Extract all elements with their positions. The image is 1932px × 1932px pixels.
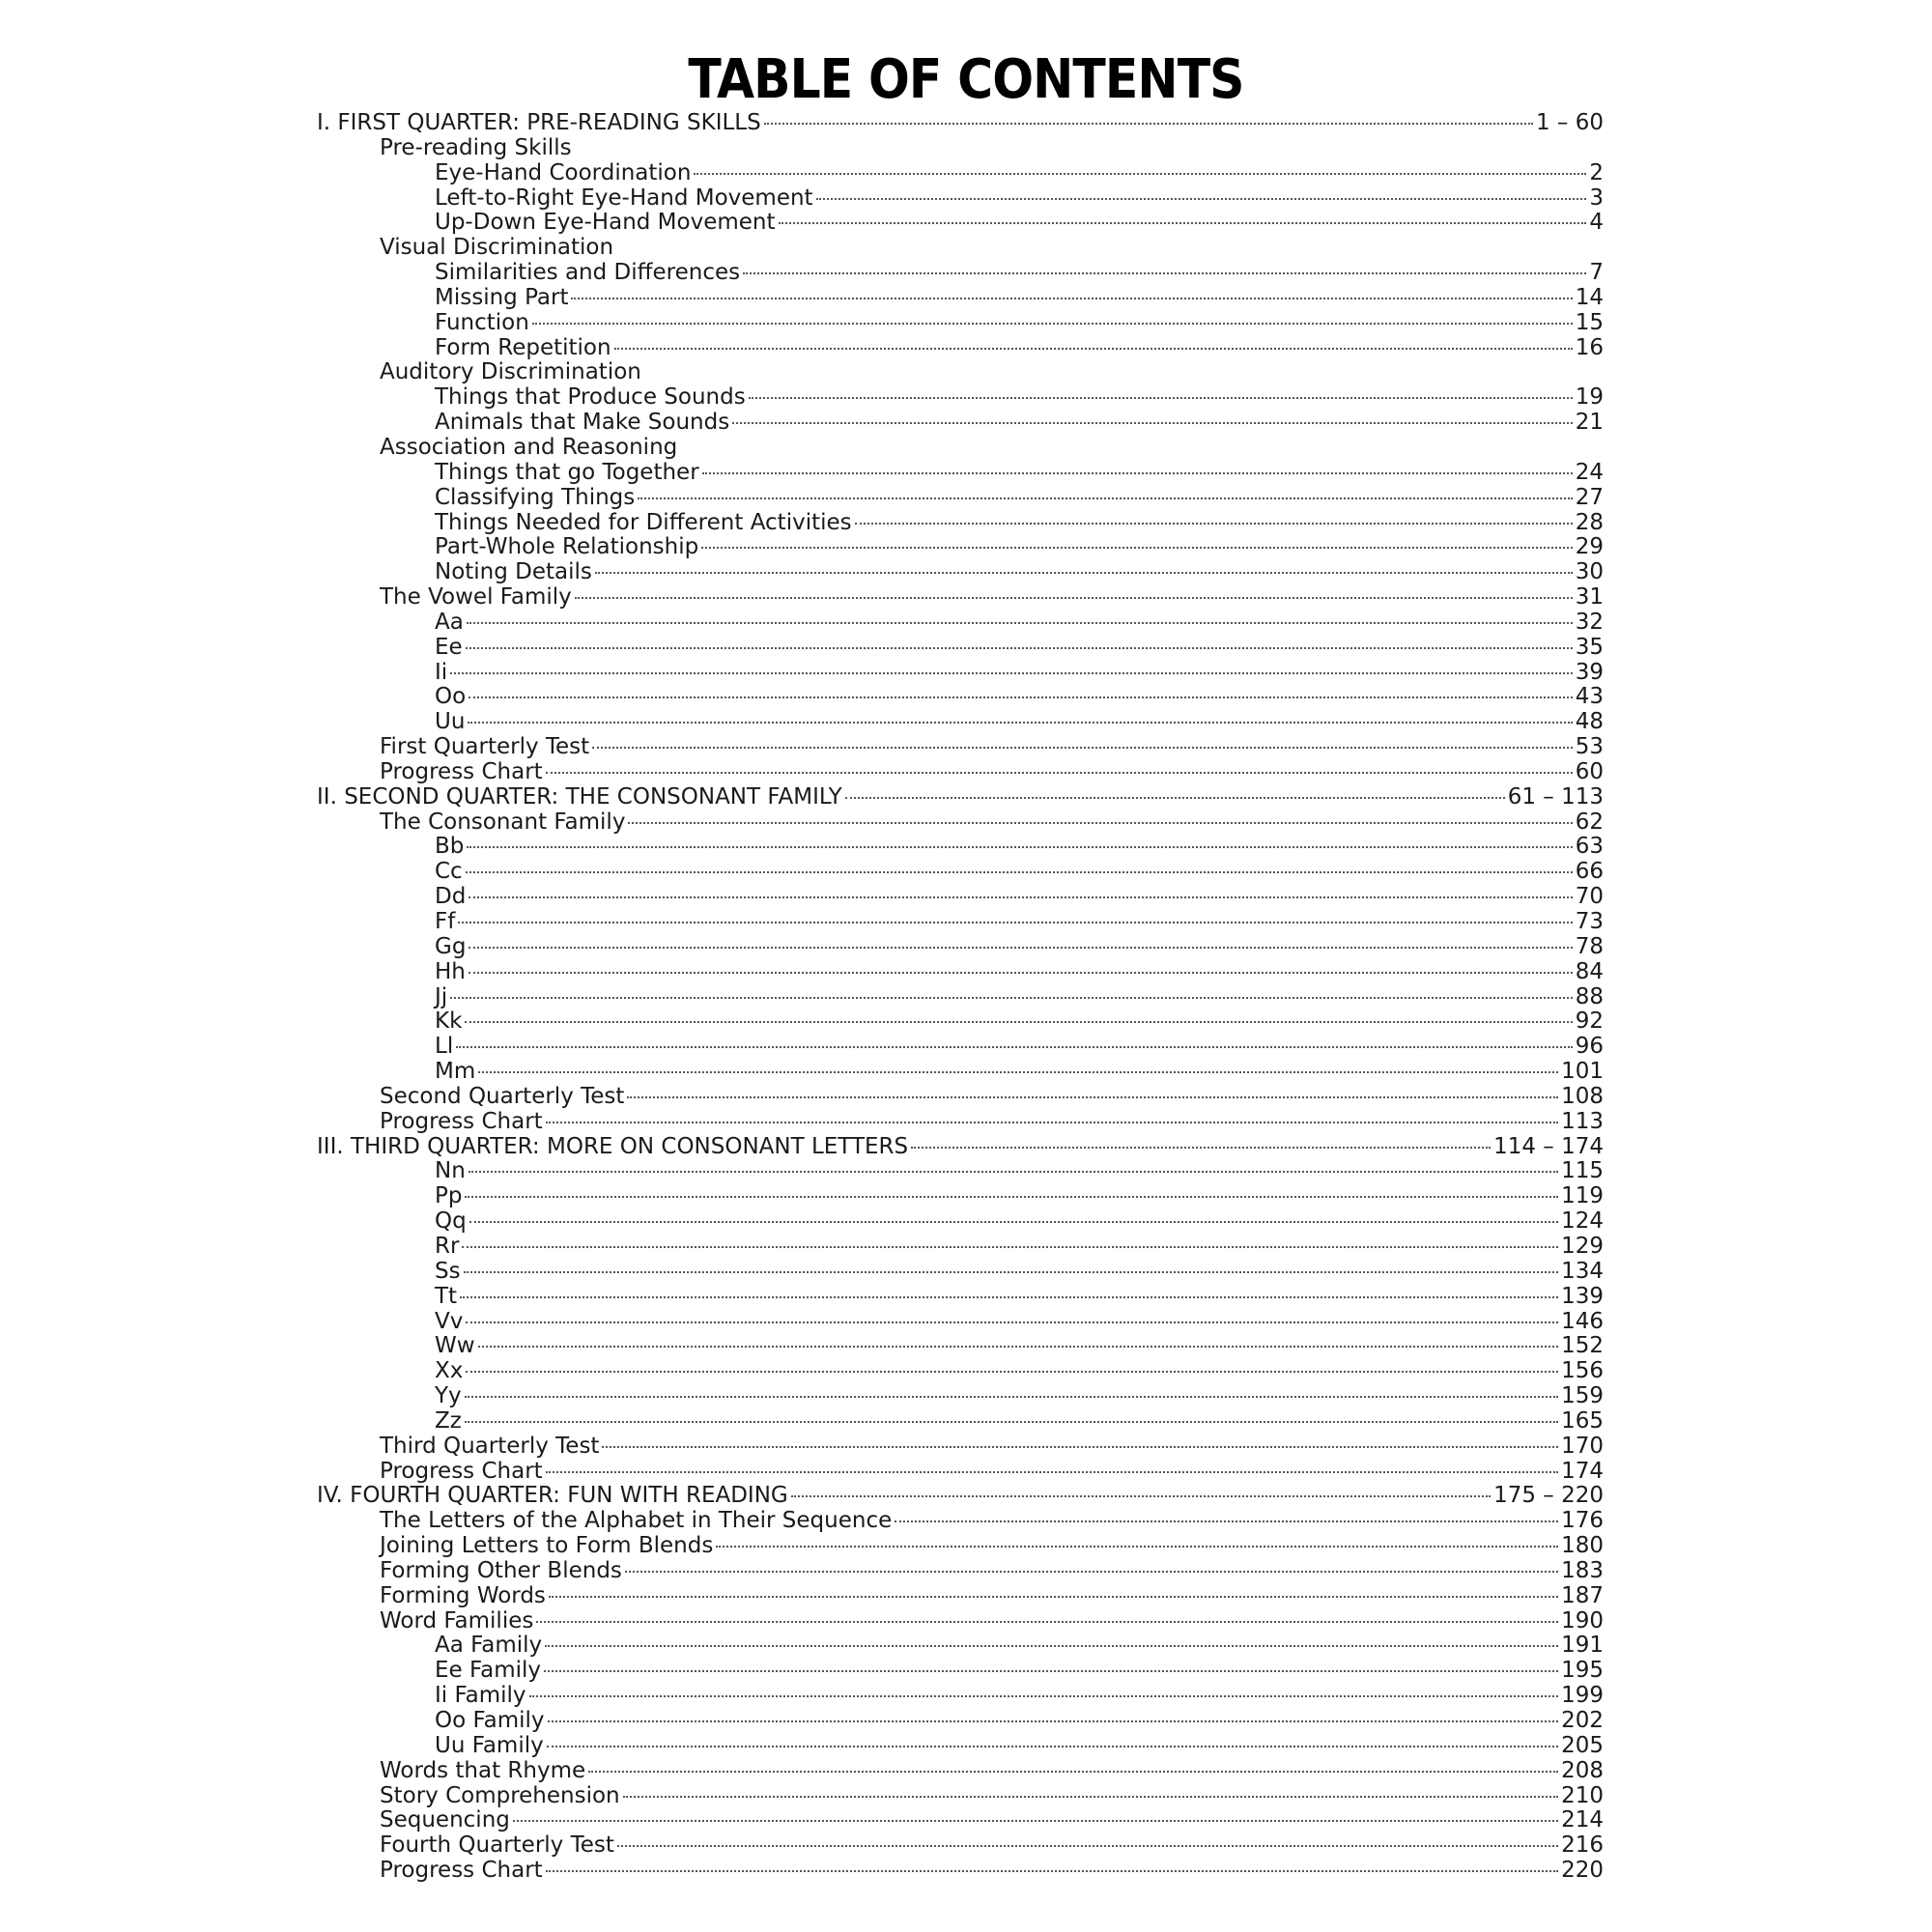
toc-entry-row bbox=[317, 336, 1604, 361]
toc-section-row bbox=[317, 111, 1604, 136]
toc-page-number: 15 bbox=[1575, 309, 1604, 335]
dot-leader bbox=[466, 1371, 1558, 1373]
toc-entry-label: Part-Whole Relationship bbox=[435, 534, 699, 560]
toc-entry-row bbox=[317, 1859, 1604, 1884]
dot-leader bbox=[545, 1645, 1558, 1647]
dot-leader bbox=[532, 323, 1573, 325]
toc-entry-label: Vv bbox=[435, 1308, 464, 1334]
toc-page-number: 159 bbox=[1561, 1383, 1604, 1409]
toc-entry-row bbox=[317, 1209, 1604, 1235]
toc-entry-row bbox=[317, 211, 1604, 236]
dot-leader bbox=[469, 972, 1573, 974]
toc-entry-row bbox=[317, 1384, 1604, 1409]
toc-entry-row bbox=[317, 436, 1604, 461]
toc-page-number: 2 bbox=[1589, 159, 1604, 185]
toc-entry-label: Visual Discrimination bbox=[380, 235, 614, 261]
dot-leader bbox=[549, 1596, 1558, 1598]
toc-entry-label: Ll bbox=[435, 1034, 454, 1060]
toc-entry-label: Progress Chart bbox=[380, 1458, 543, 1484]
toc-entry-label: Ss bbox=[435, 1258, 461, 1284]
toc-entry-label: Aa Family bbox=[435, 1633, 543, 1659]
dot-leader bbox=[895, 1520, 1558, 1522]
toc-entry-row bbox=[317, 1684, 1604, 1709]
toc-entry-row bbox=[317, 1559, 1604, 1584]
toc-entry-row bbox=[317, 1709, 1604, 1734]
dot-leader bbox=[546, 772, 1573, 774]
page-title: TABLE OF CONTENTS bbox=[688, 48, 1244, 111]
dot-leader bbox=[816, 198, 1587, 200]
toc-entry-label: Tt bbox=[435, 1283, 458, 1309]
toc-entry-label: First Quarterly Test bbox=[380, 734, 590, 760]
dot-leader bbox=[617, 1845, 1558, 1847]
toc-page-number: 187 bbox=[1561, 1582, 1604, 1608]
dot-leader bbox=[546, 1870, 1558, 1872]
dot-leader bbox=[469, 1221, 1558, 1223]
toc-entry-row bbox=[317, 560, 1604, 585]
toc-entry-row bbox=[317, 461, 1604, 486]
toc-entry-row bbox=[317, 1734, 1604, 1759]
toc-entry-label: Qq bbox=[435, 1208, 467, 1235]
toc-entry-row bbox=[317, 1359, 1604, 1384]
toc-entry-label: Function bbox=[435, 309, 529, 335]
dot-leader bbox=[469, 1171, 1558, 1173]
toc-section-row bbox=[317, 1135, 1604, 1160]
toc-page-number: 195 bbox=[1561, 1658, 1604, 1684]
toc-page-number: 114 – 174 bbox=[1493, 1133, 1604, 1159]
toc-entry-label: The Vowel Family bbox=[380, 584, 572, 611]
toc-page-number: 134 bbox=[1561, 1258, 1604, 1284]
toc-page-number: 92 bbox=[1575, 1009, 1604, 1035]
toc-entry-row bbox=[317, 1634, 1604, 1659]
toc-entry-label: Similarities and Differences bbox=[435, 260, 741, 286]
toc-entry-label: Hh bbox=[435, 958, 466, 984]
toc-entry-label: Form Repetition bbox=[435, 334, 611, 360]
toc-entry-row bbox=[317, 535, 1604, 560]
toc-page-number: 191 bbox=[1561, 1633, 1604, 1659]
toc-page-number: 31 bbox=[1575, 584, 1604, 611]
toc-page-number: 4 bbox=[1589, 210, 1604, 236]
toc-entry-label: Things that go Together bbox=[435, 459, 699, 485]
toc-entry-row bbox=[317, 1035, 1604, 1060]
toc-entry-label: Auditory Discrimination bbox=[380, 359, 641, 385]
toc-entry-label: Things Needed for Different Activities bbox=[435, 509, 852, 535]
dot-leader bbox=[625, 1571, 1558, 1573]
dot-leader bbox=[547, 1746, 1558, 1747]
dot-leader bbox=[465, 1021, 1572, 1023]
toc-entry-label: Things that Produce Sounds bbox=[435, 384, 746, 411]
toc-entry-label: Progress Chart bbox=[380, 1858, 543, 1884]
dot-leader bbox=[465, 1421, 1558, 1423]
toc-entry-label: Left-to-Right Eye-Hand Movement bbox=[435, 185, 813, 211]
toc-entry-row bbox=[317, 1659, 1604, 1684]
toc-page-number: 113 bbox=[1561, 1108, 1604, 1134]
toc-page-number: 63 bbox=[1575, 834, 1604, 860]
toc-entry-row bbox=[317, 1460, 1604, 1485]
toc-page-number: 35 bbox=[1575, 634, 1604, 660]
toc-entry-label: II. SECOND QUARTER: THE CONSONANT FAMILY bbox=[317, 783, 842, 810]
toc-entry-row bbox=[317, 611, 1604, 636]
toc-entry-row bbox=[317, 1509, 1604, 1534]
toc-page-number: 73 bbox=[1575, 909, 1604, 934]
dot-leader bbox=[855, 523, 1573, 525]
toc-page-number: 62 bbox=[1575, 809, 1604, 835]
toc-entry-row bbox=[317, 1759, 1604, 1784]
toc-entry-row bbox=[317, 1085, 1604, 1110]
toc-entry-label: Pp bbox=[435, 1183, 463, 1209]
toc-entry-row bbox=[317, 411, 1604, 436]
dot-leader bbox=[595, 572, 1573, 574]
toc-entry-label: Gg bbox=[435, 933, 467, 959]
toc-entry-label: I. FIRST QUARTER: PRE-READING SKILLS bbox=[317, 110, 761, 135]
dot-leader bbox=[791, 1495, 1491, 1497]
toc-page-number: 216 bbox=[1561, 1833, 1604, 1859]
dot-leader bbox=[478, 1071, 1558, 1073]
toc-entry-label: Classifying Things bbox=[435, 484, 636, 510]
toc-page-number: 101 bbox=[1561, 1059, 1604, 1085]
toc-page-number: 24 bbox=[1575, 459, 1604, 485]
toc-page-number: 199 bbox=[1561, 1683, 1604, 1709]
toc-page-number: 214 bbox=[1561, 1807, 1604, 1833]
dot-leader bbox=[749, 397, 1573, 399]
toc-entry-row bbox=[317, 1435, 1604, 1460]
toc-page-number: 176 bbox=[1561, 1508, 1604, 1534]
toc-entry-row bbox=[317, 1285, 1604, 1310]
toc-page-number: 170 bbox=[1561, 1433, 1604, 1459]
dot-leader bbox=[732, 422, 1573, 424]
dot-leader bbox=[623, 1796, 1558, 1798]
toc-entry-label: Story Comprehension bbox=[380, 1782, 620, 1808]
toc-entry-row bbox=[317, 1584, 1604, 1609]
toc-entry-label: Oo Family bbox=[435, 1708, 545, 1733]
dot-leader bbox=[467, 846, 1572, 848]
toc-entry-row bbox=[317, 1009, 1604, 1035]
toc-page-number: 84 bbox=[1575, 958, 1604, 984]
dot-leader bbox=[464, 1271, 1559, 1273]
toc-entry-label: Ee Family bbox=[435, 1658, 542, 1684]
toc-entry-label: III. THIRD QUARTER: MORE ON CONSONANT LETTERS bbox=[317, 1133, 909, 1159]
toc-entry-label: Progress Chart bbox=[380, 758, 543, 784]
dot-leader bbox=[548, 1720, 1559, 1722]
toc-section-row bbox=[317, 785, 1604, 810]
toc-entry-label: Progress Chart bbox=[380, 1108, 543, 1134]
toc-entry-row bbox=[317, 486, 1604, 511]
toc-entry-row bbox=[317, 735, 1604, 760]
toc-page-number: 66 bbox=[1575, 859, 1604, 885]
toc-entry-row bbox=[317, 1334, 1604, 1359]
toc-entry-label: Ff bbox=[435, 909, 456, 934]
dot-leader bbox=[702, 472, 1573, 474]
dot-leader bbox=[588, 1771, 1558, 1773]
toc-entry-label: Missing Part bbox=[435, 284, 569, 310]
toc-entry-label: Aa bbox=[435, 609, 464, 635]
toc-entry-row bbox=[317, 1260, 1604, 1285]
dot-leader bbox=[478, 1346, 1559, 1348]
toc-page-number: 48 bbox=[1575, 709, 1604, 735]
toc-page-number: 183 bbox=[1561, 1557, 1604, 1583]
dot-leader bbox=[456, 1046, 1573, 1048]
toc-entry-row bbox=[317, 835, 1604, 860]
toc-entry-row bbox=[317, 760, 1604, 785]
toc-entry-row bbox=[317, 885, 1604, 910]
toc-entry-row bbox=[317, 860, 1604, 885]
dot-leader bbox=[614, 348, 1573, 350]
dot-leader bbox=[701, 547, 1573, 549]
toc-entry-label: Pre-reading Skills bbox=[380, 134, 572, 160]
dot-leader bbox=[546, 1471, 1558, 1473]
toc-entry-label: Noting Details bbox=[435, 559, 592, 585]
toc-page-number: 16 bbox=[1575, 334, 1604, 360]
toc-entry-label: Eye-Hand Coordination bbox=[435, 159, 692, 185]
toc-entry-label: Kk bbox=[435, 1009, 463, 1035]
toc-entry-label: Second Quarterly Test bbox=[380, 1083, 625, 1109]
toc-page-number: 1 – 60 bbox=[1535, 110, 1604, 135]
dot-leader bbox=[592, 747, 1573, 749]
toc-page-number: 205 bbox=[1561, 1732, 1604, 1758]
toc-page-number: 174 bbox=[1561, 1458, 1604, 1484]
toc-entry-row bbox=[317, 661, 1604, 686]
toc-page-number: 78 bbox=[1575, 933, 1604, 959]
dot-leader bbox=[544, 1670, 1558, 1672]
dot-leader bbox=[602, 1446, 1558, 1448]
toc-page-number: 180 bbox=[1561, 1533, 1604, 1559]
toc-entry-label: The Letters of the Alphabet in Their Sequence bbox=[380, 1508, 893, 1534]
toc-page-number: 43 bbox=[1575, 684, 1604, 710]
toc-entry-label: Ii bbox=[435, 659, 448, 685]
dot-leader bbox=[468, 722, 1572, 724]
toc-entry-row bbox=[317, 161, 1604, 186]
toc-entry-row bbox=[317, 311, 1604, 336]
toc-entry-label: Zz bbox=[435, 1407, 462, 1434]
dot-leader bbox=[638, 497, 1572, 499]
toc-page-number: 14 bbox=[1575, 284, 1604, 310]
dot-leader bbox=[458, 922, 1572, 923]
toc-page-number: 129 bbox=[1561, 1233, 1604, 1259]
toc-entry-row bbox=[317, 1409, 1604, 1435]
toc-entry-row bbox=[317, 810, 1604, 836]
toc-entry-label: Mm bbox=[435, 1059, 476, 1085]
toc-entry-row bbox=[317, 1534, 1604, 1559]
toc-page-number: 60 bbox=[1575, 758, 1604, 784]
toc-page-number: 53 bbox=[1575, 734, 1604, 760]
toc-entry-label: Word Families bbox=[380, 1607, 534, 1634]
toc-entry-row bbox=[317, 910, 1604, 935]
dot-leader bbox=[529, 1695, 1559, 1697]
toc-page-number: 3 bbox=[1589, 185, 1604, 211]
dot-leader bbox=[466, 871, 1573, 873]
toc-page-number: 146 bbox=[1561, 1308, 1604, 1334]
toc-entry-row bbox=[317, 1060, 1604, 1085]
toc-page-number: 32 bbox=[1575, 609, 1604, 635]
dot-leader bbox=[536, 1621, 1558, 1623]
dot-leader bbox=[465, 1196, 1558, 1198]
toc-entry-row bbox=[317, 1808, 1604, 1833]
toc-entry-row bbox=[317, 186, 1604, 212]
dot-leader bbox=[571, 298, 1572, 299]
dot-leader bbox=[466, 1321, 1558, 1323]
toc-page-number: 202 bbox=[1561, 1708, 1604, 1733]
toc-entry-row bbox=[317, 1310, 1604, 1335]
toc-entry-label: Rr bbox=[435, 1233, 460, 1259]
toc-page-number: 190 bbox=[1561, 1607, 1604, 1634]
toc-entry-row bbox=[317, 1609, 1604, 1634]
toc-entry-label: Third Quarterly Test bbox=[380, 1433, 600, 1459]
toc-page-number: 208 bbox=[1561, 1757, 1604, 1783]
toc-entry-label: Uu Family bbox=[435, 1732, 544, 1758]
dot-leader bbox=[460, 1296, 1558, 1298]
toc-page-number: 220 bbox=[1561, 1858, 1604, 1884]
dot-leader bbox=[546, 1122, 1558, 1123]
dot-leader bbox=[911, 1147, 1491, 1149]
toc-page-number: 210 bbox=[1561, 1782, 1604, 1808]
dot-leader bbox=[465, 1396, 1558, 1398]
toc-entry-row bbox=[317, 1833, 1604, 1859]
toc-page-number: 7 bbox=[1589, 260, 1604, 286]
toc-page-number: 88 bbox=[1575, 983, 1604, 1009]
toc-page-number: 175 – 220 bbox=[1493, 1483, 1604, 1509]
toc-entry-label: Jj bbox=[435, 983, 448, 1009]
toc-entry-label: Cc bbox=[435, 859, 463, 885]
toc-page-number: 139 bbox=[1561, 1283, 1604, 1309]
toc-page-number: 39 bbox=[1575, 659, 1604, 685]
toc-page-number: 70 bbox=[1575, 884, 1604, 910]
dot-leader bbox=[575, 597, 1573, 599]
toc-page-number: 152 bbox=[1561, 1333, 1604, 1359]
toc-entry-label: Ee bbox=[435, 634, 463, 660]
toc-section-row bbox=[317, 1484, 1604, 1509]
toc-page-number: 124 bbox=[1561, 1208, 1604, 1235]
toc-entry-label: The Consonant Family bbox=[380, 809, 626, 835]
toc-entry-label: Bb bbox=[435, 834, 465, 860]
dot-leader bbox=[469, 947, 1572, 949]
toc-list bbox=[317, 111, 1604, 1884]
toc-entry-label: Fourth Quarterly Test bbox=[380, 1833, 614, 1859]
toc-page-number: 165 bbox=[1561, 1407, 1604, 1434]
dot-leader bbox=[466, 647, 1573, 649]
toc-entry-row bbox=[317, 1784, 1604, 1809]
toc-page-number: 156 bbox=[1561, 1358, 1604, 1384]
toc-entry-label: Joining Letters to Form Blends bbox=[380, 1533, 714, 1559]
dot-leader bbox=[467, 622, 1573, 624]
toc-entry-label: Oo bbox=[435, 684, 467, 710]
dot-leader bbox=[845, 797, 1505, 799]
dot-leader bbox=[462, 1246, 1558, 1248]
toc-entry-label: Ww bbox=[435, 1333, 475, 1359]
toc-entry-row bbox=[317, 685, 1604, 710]
toc-page-number: 119 bbox=[1561, 1183, 1604, 1209]
toc-entry-row bbox=[317, 360, 1604, 385]
toc-page-number: 19 bbox=[1575, 384, 1604, 411]
toc-entry-label: Xx bbox=[435, 1358, 464, 1384]
toc-entry-row bbox=[317, 1235, 1604, 1260]
toc-entry-label: Uu bbox=[435, 709, 466, 735]
toc-entry-label: Forming Words bbox=[380, 1582, 546, 1608]
dot-leader bbox=[469, 696, 1573, 698]
toc-entry-row bbox=[317, 385, 1604, 411]
toc-entry-row bbox=[317, 136, 1604, 161]
toc-entry-label: Forming Other Blends bbox=[380, 1557, 622, 1583]
toc-entry-label: Animals that Make Sounds bbox=[435, 410, 730, 436]
toc-page-number: 29 bbox=[1575, 534, 1604, 560]
toc-entry-row bbox=[317, 985, 1604, 1010]
dot-leader bbox=[716, 1546, 1558, 1548]
toc-entry-label: Words that Rhyme bbox=[380, 1757, 586, 1783]
dot-leader bbox=[627, 1096, 1558, 1098]
toc-entry-label: Association and Reasoning bbox=[380, 434, 678, 460]
toc-entry-row bbox=[317, 710, 1604, 735]
dot-leader bbox=[764, 123, 1533, 125]
toc-entry-label: IV. FOURTH QUARTER: FUN WITH READING bbox=[317, 1483, 788, 1509]
toc-entry-label: Sequencing bbox=[380, 1807, 510, 1833]
dot-leader bbox=[743, 272, 1586, 274]
toc-entry-row bbox=[317, 585, 1604, 611]
toc-page-number: 61 – 113 bbox=[1507, 783, 1604, 810]
toc-entry-row bbox=[317, 286, 1604, 311]
dot-leader bbox=[469, 896, 1572, 898]
toc-entry-row bbox=[317, 636, 1604, 661]
toc-entry-row bbox=[317, 236, 1604, 261]
toc-entry-row bbox=[317, 261, 1604, 286]
toc-entry-label: Dd bbox=[435, 884, 467, 910]
toc-entry-row bbox=[317, 960, 1604, 985]
toc-entry-row bbox=[317, 511, 1604, 536]
toc-page-number: 115 bbox=[1561, 1158, 1604, 1184]
toc-entry-row bbox=[317, 1159, 1604, 1184]
toc-entry-row bbox=[317, 1184, 1604, 1209]
toc-entry-label: Up-Down Eye-Hand Movement bbox=[435, 210, 776, 236]
toc-entry-label: Yy bbox=[435, 1383, 462, 1409]
toc-page-number: 30 bbox=[1575, 559, 1604, 585]
toc-entry-label: Ii Family bbox=[435, 1683, 526, 1709]
toc-page-number: 27 bbox=[1575, 484, 1604, 510]
toc-entry-label: Nn bbox=[435, 1158, 466, 1184]
toc-entry-row bbox=[317, 935, 1604, 960]
dot-leader bbox=[450, 997, 1573, 999]
toc-page-number: 108 bbox=[1561, 1083, 1604, 1109]
dot-leader bbox=[628, 822, 1572, 824]
toc-page-number: 28 bbox=[1575, 509, 1604, 535]
dot-leader bbox=[513, 1820, 1558, 1822]
toc-entry-row bbox=[317, 1110, 1604, 1135]
dot-leader bbox=[694, 173, 1586, 175]
toc-page-number: 21 bbox=[1575, 410, 1604, 436]
dot-leader bbox=[779, 222, 1587, 224]
toc-page-number: 96 bbox=[1575, 1034, 1604, 1060]
dot-leader bbox=[450, 672, 1573, 674]
